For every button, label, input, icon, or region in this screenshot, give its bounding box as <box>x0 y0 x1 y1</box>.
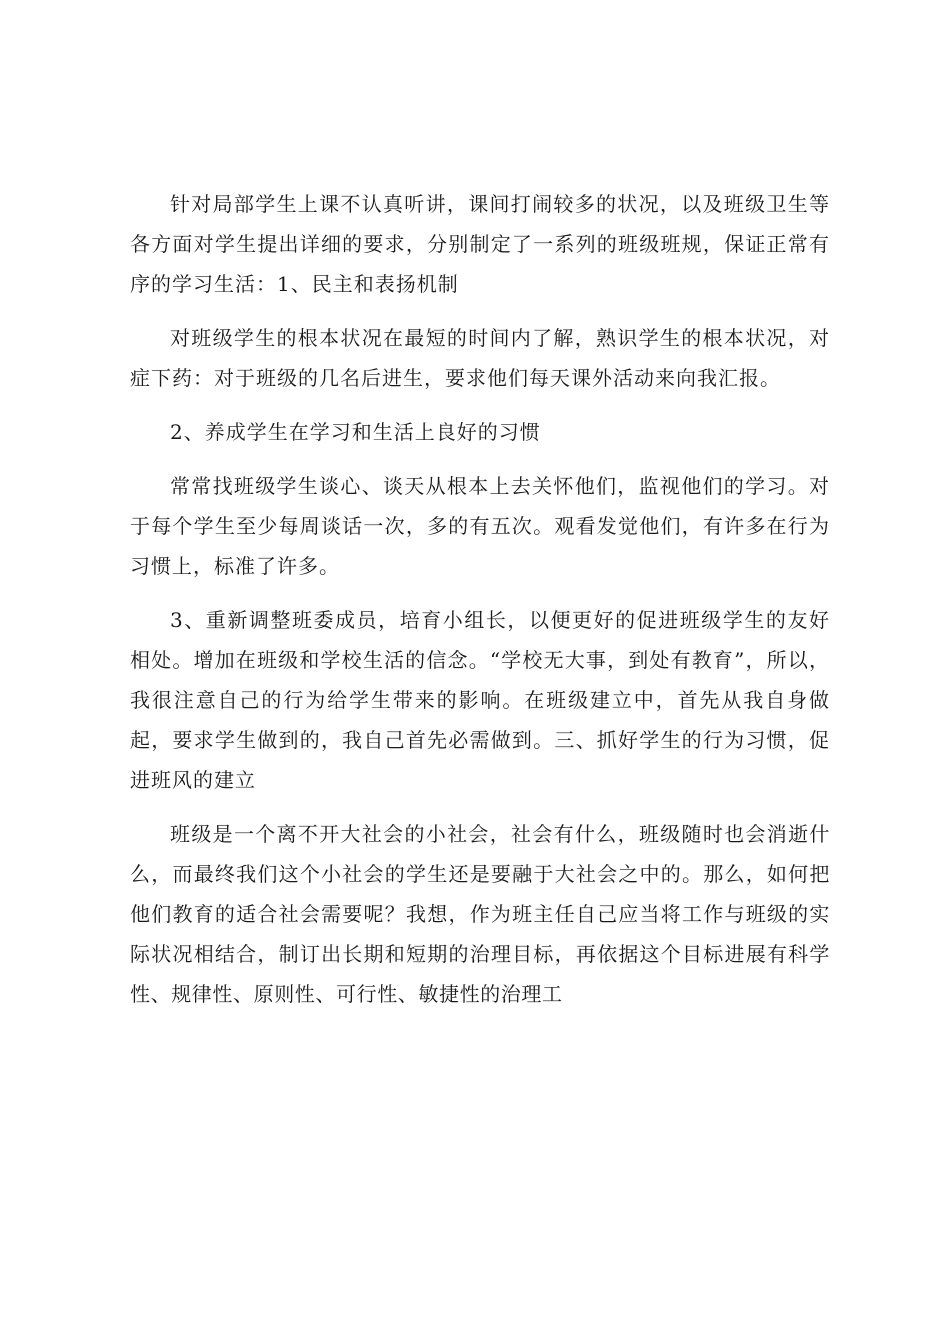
paragraph-5: 3、重新调整班委成员，培育小组长，以便更好的促进班级学生的友好相处。增加在班级和学校生活的信念。“学校无大事，到处有教育”，所以，我很注意自己的行为给学生带来的影响。在班级建立中，首先从我自身做起，要求学生做到的，我自己首先必需做到。三、抓好学生的行为习惯，促进班风的建立 <box>130 608 830 792</box>
paragraph-2: 对班级学生的根本状况在最短的时间内了解，熟识学生的根本状况，对症下药：对于班级的几名后进生，要求他们每天课外活动来向我汇报。 <box>130 326 830 390</box>
paragraph-3: 2、养成学生在学习和生活上良好的习惯 <box>170 420 541 444</box>
paragraph-1: 针对局部学生上课不认真听讲，课间打闹较多的状况，以及班级卫生等各方面对学生提出详细的要求，分别制定了一系列的班级班规，保证正常有序的学习生活：1、民主和表扬机制 <box>130 192 830 296</box>
document-body <box>130 184 830 1028</box>
paragraph-6: 班级是一个离不开大社会的小社会，社会有什么，班级随时也会消逝什么，而最终我们这个小社会的学生还是要融于大社会之中的。那么，如何把他们教育的适合社会需要呢？我想，作为班主任自己应当将工作与班级的实际状况相结合，制订出长期和短期的治理目标，再依据这个目标进展有科学性、规律性、原则性、可行性、敏捷性的治理工 <box>130 822 830 1006</box>
paragraph-4: 常常找班级学生谈心、谈天从根本上去关怀他们，监视他们的学习。对于每个学生至少每周谈话一次，多的有五次。观看发觉他们，有许多在行为习惯上，标准了许多。 <box>130 474 830 578</box>
